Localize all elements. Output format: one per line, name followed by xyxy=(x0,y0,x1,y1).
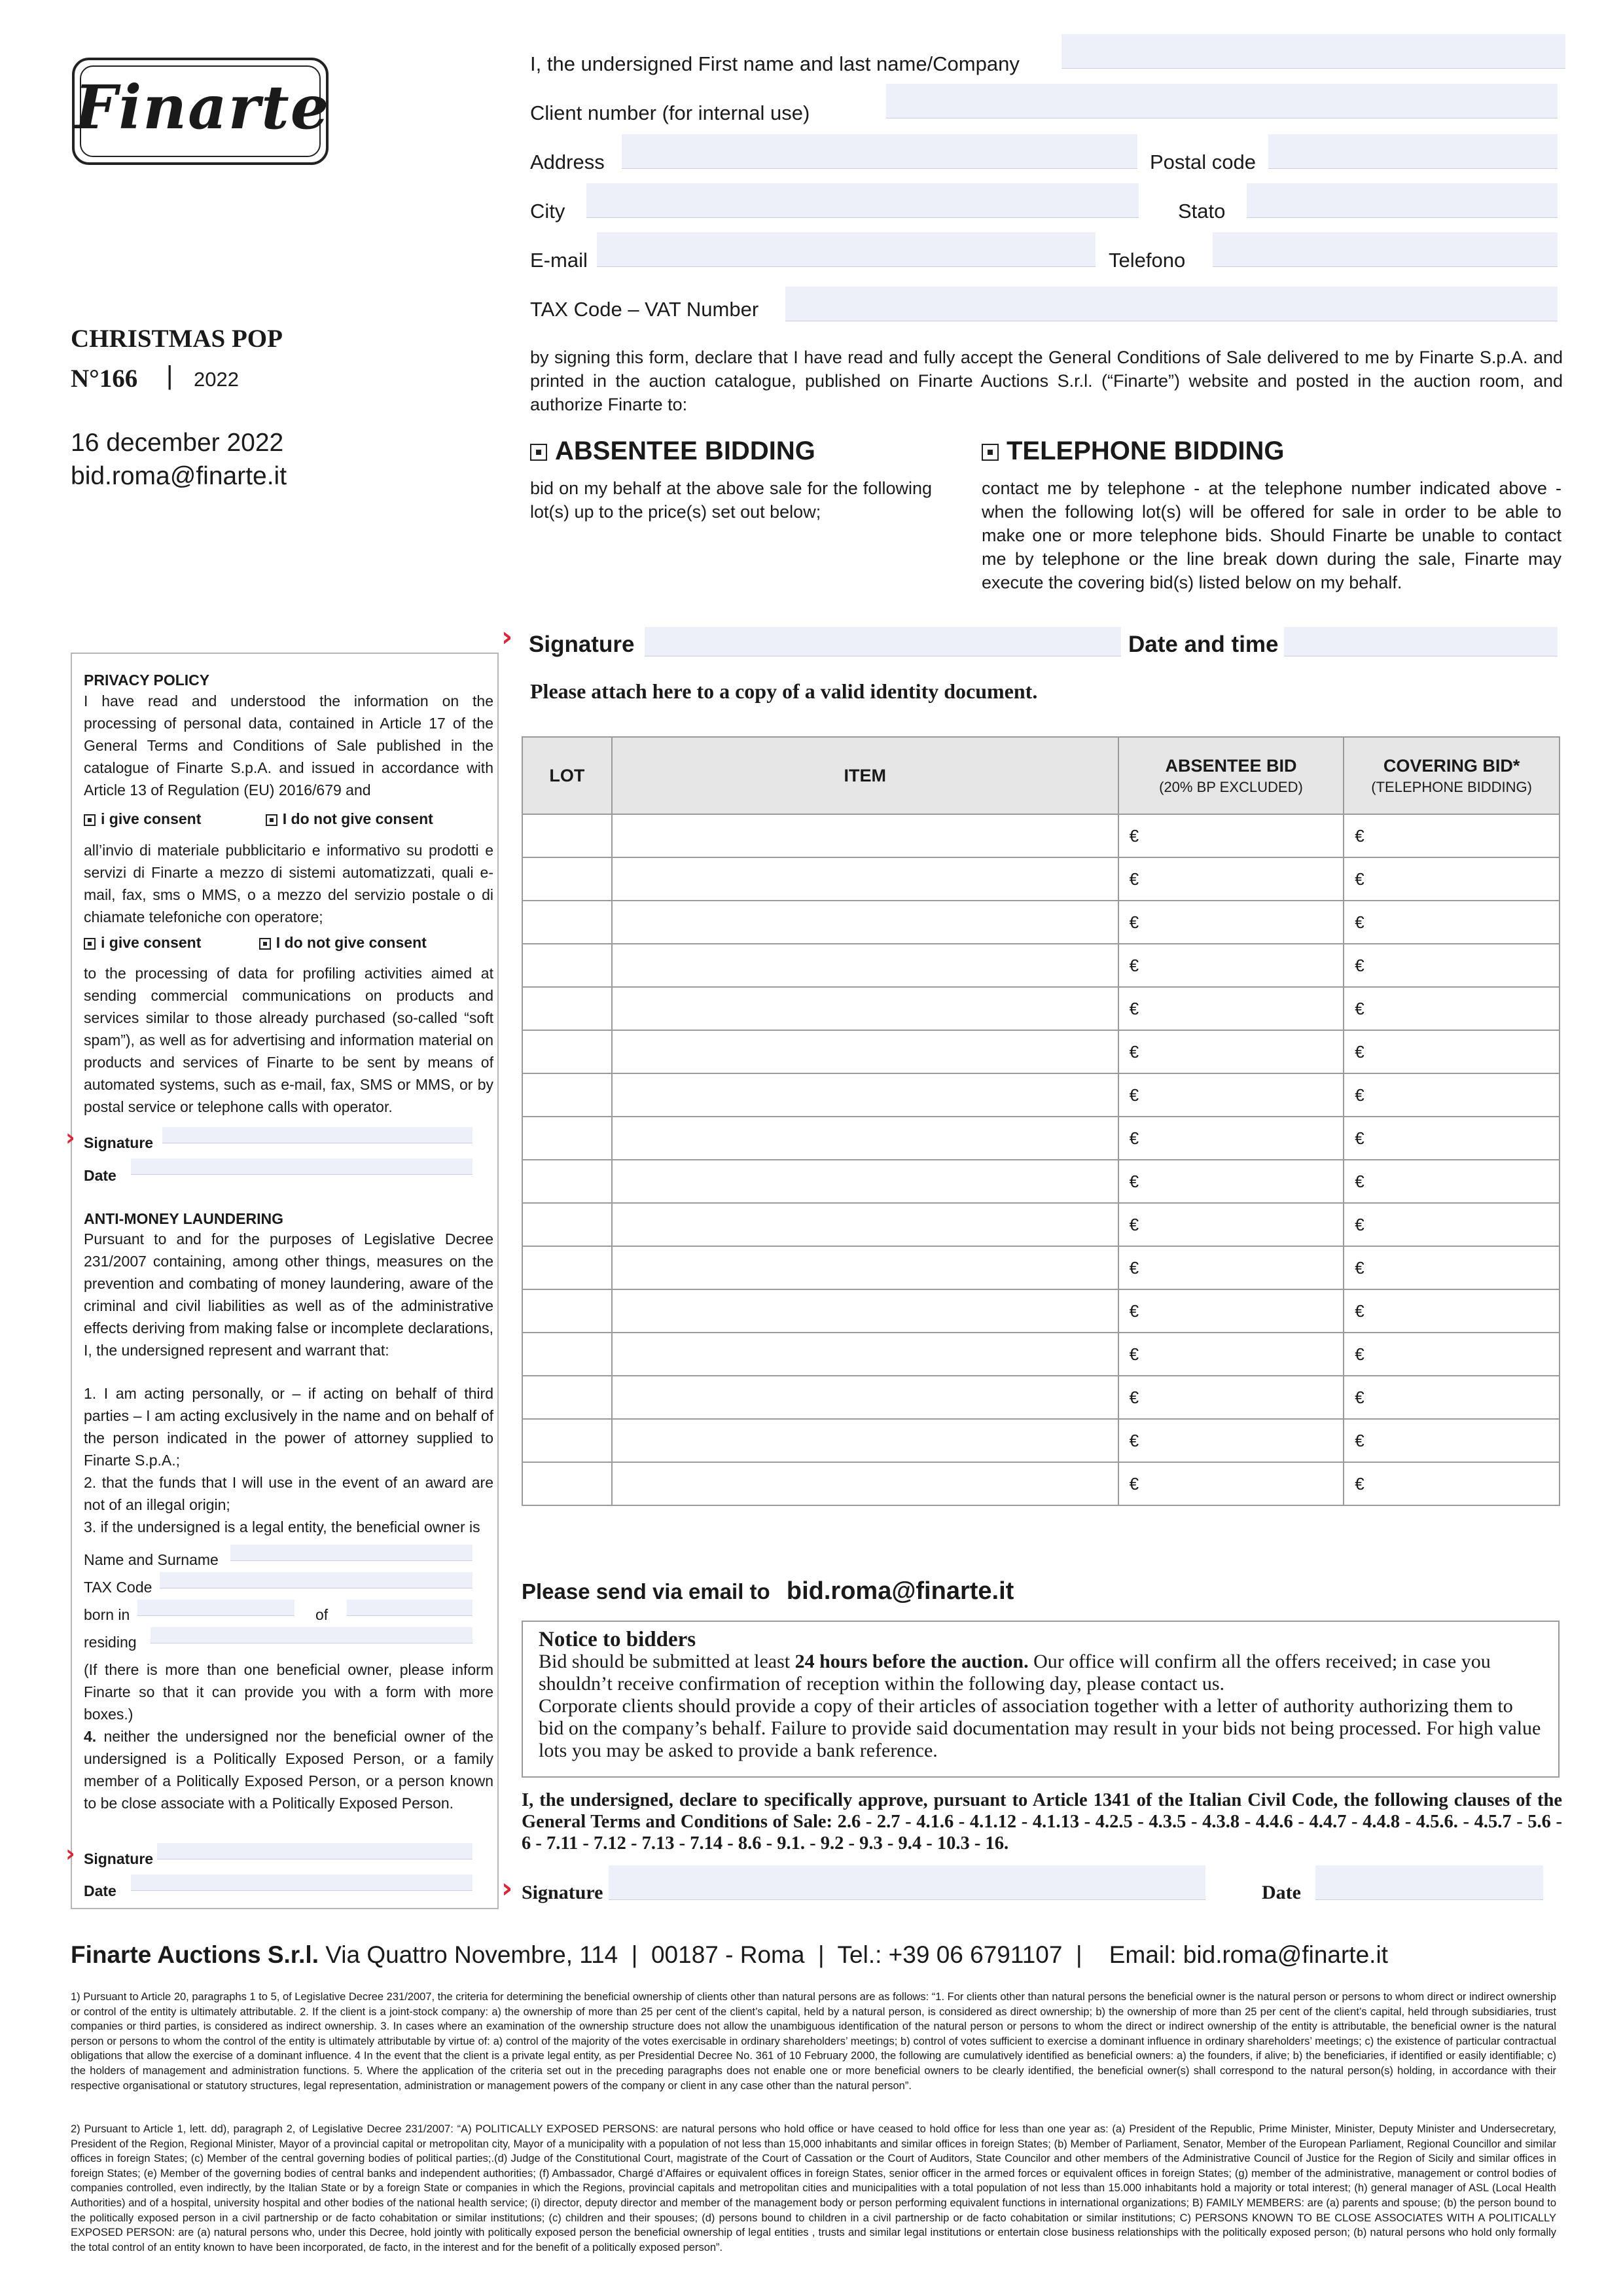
aml-signature-input[interactable] xyxy=(157,1843,473,1859)
absentee-text: bid on my behalf at the above sale for the following lot(s) up to the price(s) set out below; xyxy=(530,478,932,522)
table-row xyxy=(522,1030,1560,1073)
item-cell[interactable] xyxy=(612,1160,1118,1203)
footnote-1: 1) Pursuant to Article 20, paragraphs 1 to 5, of Legislative Decree 231/2007, the criteria for determining the beneficial ownership of clients other than natural persons are as follows: “1. For clients other than natural persons the beneficial owner is the natural person or persons to whom direct or indirect ownership or control of the entity is ultimately attributable. 2. If the client is a joint-stock company: a) the ownership of more than 25 per cent of the client’s capital, held by a natural person, is considered as direct ownership; b) the ownership of more than 25 per cent of the client’s capital, held through subsidiaries, trust companies or third parties, is considered as indirect ownership. 3. In cases where an examination of the ownership structure does not allow the unambiguous identification of the natural person or persons to whom the direct or indirect ownership of the entity is attributable, the beneficial owner is the natural person or persons to whom the control of the entity is ultimately attributable by virtue of: a) control of the majority of the votes exercisable in ordinary shareholders’ meetings; b) control of votes sufficient to exercise a dominant influence in ordinary shareholders’ meetings; c) the existence of particular contractual obligations that allow the exercise of a dominant influence. 4 In the event that the client is a private legal entity, as per Presidential Decree No. 361 of 10 February 2000, the following are cumulatively identified as beneficial owners: a) the founders, if alive; b) the beneficiaries, if identified or easily identifiable; c) the holders of management and administration functions. 5. Where the application of the criteria set out in the preceding paragraphs does not enable one or more beneficial owners to be clearly identified, the beneficial owner(s) shall correspond to the natural person(s) holding, in accordance with their respective organisational or statutory structures, legal representation, administration or management powers of the company or client in any case other than the natural person”. xyxy=(71,1991,1556,2092)
privacy-signature-input[interactable] xyxy=(162,1127,473,1143)
item-cell[interactable] xyxy=(612,1203,1118,1246)
not-give-consent-checkbox-2[interactable] xyxy=(259,938,271,950)
tax-input[interactable] xyxy=(785,287,1558,321)
item-cell[interactable] xyxy=(612,987,1118,1030)
covering-bid-cell[interactable]: € xyxy=(1344,857,1560,901)
absentee-bid-cell[interactable]: € xyxy=(1118,944,1344,987)
lot-header: LOT xyxy=(522,737,612,814)
aml-born-input[interactable] xyxy=(137,1600,294,1616)
date-time-label: Date and time xyxy=(1128,632,1279,657)
item-cell[interactable] xyxy=(612,1246,1118,1289)
privacy-signature-label: Signature xyxy=(84,1134,154,1151)
lot-cell[interactable] xyxy=(522,1073,612,1117)
absentee-bid-cell[interactable]: € xyxy=(1118,1289,1344,1333)
covering-bid-cell[interactable]: € xyxy=(1344,1246,1560,1289)
covering-bid-cell[interactable]: € xyxy=(1344,1462,1560,1505)
item-cell[interactable] xyxy=(612,814,1118,857)
absentee-heading xyxy=(530,437,815,466)
notice-line1-post: Our office will confirm all the offers received; in case you shouldn’t receive confirmation of reception within the following day, please contact us. xyxy=(539,1651,1491,1695)
telephone-title: TELEPHONE BIDDING xyxy=(1007,437,1285,465)
privacy-title: PRIVACY POLICY xyxy=(84,672,210,689)
covering-bid-cell[interactable]: € xyxy=(1344,1203,1560,1246)
table-row xyxy=(522,944,1560,987)
bottom-date-label: Date xyxy=(1262,1882,1301,1903)
logo-text: Finarte xyxy=(75,72,330,143)
table-row xyxy=(522,1073,1560,1117)
phone-label: Telefono xyxy=(1109,249,1186,272)
absentee-bid-cell[interactable]: € xyxy=(1118,1246,1344,1289)
name-label: I, the undersigned First name and last name/Company xyxy=(530,52,1020,75)
company-email: Email: bid.roma@finarte.it xyxy=(1109,1941,1388,1968)
date-time-input[interactable] xyxy=(1284,627,1558,656)
postal-code-label: Postal code xyxy=(1150,151,1256,173)
privacy-date-input[interactable] xyxy=(131,1158,473,1175)
aml-title: ANTI-MONEY LAUNDERING xyxy=(84,1210,283,1227)
absentee-bid-cell[interactable]: € xyxy=(1118,987,1344,1030)
signature-chevron-icon: › xyxy=(501,620,513,653)
give-consent-checkbox-2[interactable] xyxy=(84,938,96,950)
postal-code-input[interactable] xyxy=(1268,134,1558,169)
table-row xyxy=(522,1160,1560,1203)
lot-cell[interactable] xyxy=(522,1160,612,1203)
state-label: Stato xyxy=(1178,200,1226,223)
signature-label: Signature xyxy=(529,632,635,657)
give-consent-checkbox-1[interactable] xyxy=(84,814,96,826)
covering-bid-subtitle: (TELEPHONE BIDDING) xyxy=(1371,778,1532,795)
aml-signature-label: Signature xyxy=(84,1850,154,1867)
lot-cell[interactable] xyxy=(522,1246,612,1289)
lot-cell[interactable] xyxy=(522,1419,612,1462)
address-label: Address xyxy=(530,151,605,173)
city-label: City xyxy=(530,200,565,223)
covering-bid-cell[interactable]: € xyxy=(1344,1419,1560,1462)
item-cell[interactable] xyxy=(612,1462,1118,1505)
privacy-marketing: all’invio di materiale pubblicitario e informativo su prodotti e servizi di Finarte a mezzo di sistemi automatizzati, quali e-mail, fax, sms o MMS, o a mezzo del servizio postale o di chiamate telefoniche con operatore; xyxy=(84,842,493,925)
signature-input[interactable] xyxy=(645,627,1121,656)
auction-number: N°166 xyxy=(71,365,138,393)
lot-cell[interactable] xyxy=(522,987,612,1030)
table-row xyxy=(522,1376,1560,1419)
absentee-bid-cell[interactable]: € xyxy=(1118,1030,1344,1073)
give-consent-label-2: i give consent xyxy=(101,934,202,951)
item-cell[interactable] xyxy=(612,857,1118,901)
not-give-consent-checkbox-1[interactable] xyxy=(266,814,277,826)
lot-cell[interactable] xyxy=(522,1333,612,1376)
notice-line1-bold: 24 hours before the auction. xyxy=(794,1651,1029,1672)
city-input[interactable] xyxy=(586,183,1139,218)
aml-of-label: of xyxy=(315,1606,329,1623)
privacy-signature-chevron-icon: › xyxy=(65,1124,75,1151)
notice-box xyxy=(522,1621,1560,1778)
lot-cell[interactable] xyxy=(522,1376,612,1419)
covering-bid-cell[interactable]: € xyxy=(1344,1160,1560,1203)
item-cell[interactable] xyxy=(612,1117,1118,1160)
aml-point2: 2. that the funds that I will use in the event of an award are not of an illegal origin; xyxy=(84,1474,493,1513)
item-cell[interactable] xyxy=(612,1030,1118,1073)
covering-bid-cell[interactable]: € xyxy=(1344,814,1560,857)
not-give-consent-label-1: I do not give consent xyxy=(282,810,433,827)
item-cell[interactable] xyxy=(612,1419,1118,1462)
client-number-input[interactable] xyxy=(886,84,1558,118)
aml-name-label: Name and Surname xyxy=(84,1551,219,1568)
aml-date-label: Date xyxy=(84,1882,116,1899)
lot-cell[interactable] xyxy=(522,944,612,987)
not-give-consent-label-2: I do not give consent xyxy=(276,934,427,951)
absentee-title: ABSENTEE BIDDING xyxy=(555,437,815,465)
aml-name-input[interactable] xyxy=(230,1545,473,1561)
lot-cell[interactable] xyxy=(522,1117,612,1160)
covering-bid-cell[interactable]: € xyxy=(1344,1117,1560,1160)
covering-bid-cell[interactable]: € xyxy=(1344,1073,1560,1117)
covering-bid-title: COVERING BID* xyxy=(1383,755,1520,776)
lot-cell[interactable] xyxy=(522,857,612,901)
telephone-heading xyxy=(982,437,1284,466)
covering-bid-cell[interactable]: € xyxy=(1344,987,1560,1030)
item-cell[interactable] xyxy=(612,944,1118,987)
table-row xyxy=(522,901,1560,944)
table-row xyxy=(522,1203,1560,1246)
bottom-signature-label: Signature xyxy=(522,1882,603,1903)
table-row xyxy=(522,1246,1560,1289)
consent-row-2 xyxy=(84,934,427,952)
table-row xyxy=(522,857,1560,901)
attach-note: Please attach here to a copy of a valid identity document. xyxy=(530,679,1038,703)
lot-cell[interactable] xyxy=(522,1289,612,1333)
auction-year: 2022 xyxy=(194,368,239,391)
aml-of-input[interactable] xyxy=(347,1600,473,1616)
company-address: Via Quattro Novembre, 114 | 00187 - Roma | xyxy=(318,1941,838,1968)
item-cell[interactable] xyxy=(612,1376,1118,1419)
bottom-date-input[interactable] xyxy=(1315,1865,1543,1900)
absentee-bid-subtitle: (20% BP EXCLUDED) xyxy=(1159,778,1303,795)
covering-bid-cell[interactable]: € xyxy=(1344,944,1560,987)
table-row xyxy=(522,814,1560,857)
phone-input[interactable] xyxy=(1213,232,1558,267)
aml-date-input[interactable] xyxy=(131,1874,473,1891)
table-row xyxy=(522,1419,1560,1462)
item-header: ITEM xyxy=(612,737,1118,814)
item-cell[interactable] xyxy=(612,1073,1118,1117)
table-row xyxy=(522,1333,1560,1376)
absentee-bid-header xyxy=(1118,737,1344,814)
email-input[interactable] xyxy=(597,232,1096,267)
item-cell[interactable] xyxy=(612,1289,1118,1333)
aml-point4 xyxy=(84,1725,493,1814)
email-label: E-mail xyxy=(530,249,588,272)
item-cell[interactable] xyxy=(612,1333,1118,1376)
company-sep: | xyxy=(1062,1941,1109,1968)
lot-cell[interactable] xyxy=(522,1030,612,1073)
covering-bid-header xyxy=(1344,737,1560,814)
company-footer xyxy=(71,1941,1388,1969)
lot-cell[interactable] xyxy=(522,1462,612,1505)
privacy-profiling: to the processing of data for profiling activities aimed at sending commercial communications on products and services similar to those already purchased (so-called “soft spam”), as well as for advertising and information material on products and services of Finarte to be sent by means of automated systems, such as e-mail, fax, SMS or MMS, or by postal service or telephone calls with operator. xyxy=(84,965,493,1115)
table-row xyxy=(522,1117,1560,1160)
send-email-address: bid.roma@finarte.it xyxy=(786,1577,1014,1605)
telephone-checkbox[interactable] xyxy=(982,444,999,461)
aml-point4-num: 4. xyxy=(84,1728,97,1745)
absentee-bid-cell[interactable]: € xyxy=(1118,1203,1344,1246)
consent-row-1 xyxy=(84,810,433,828)
aml-residing-input[interactable] xyxy=(151,1627,473,1643)
state-input[interactable] xyxy=(1247,183,1558,218)
give-consent-label-1: i give consent xyxy=(101,810,202,827)
auction-title: CHRISTMAS POP xyxy=(71,325,283,353)
name-input[interactable] xyxy=(1061,34,1565,69)
absentee-bid-cell[interactable]: € xyxy=(1118,1160,1344,1203)
finarte-logo xyxy=(72,58,329,165)
auction-date: 16 december 2022 xyxy=(71,429,284,457)
absentee-bid-title: ABSENTEE BID xyxy=(1165,755,1297,776)
table-row xyxy=(522,987,1560,1030)
aml-residing-label: residing xyxy=(84,1634,137,1651)
notice-line1 xyxy=(539,1651,1543,1695)
bottom-signature-input[interactable] xyxy=(609,1865,1205,1900)
absentee-bid-cell[interactable]: € xyxy=(1118,1117,1344,1160)
aml-signature-chevron-icon: › xyxy=(65,1840,75,1867)
covering-bid-cell[interactable]: € xyxy=(1344,1289,1560,1333)
notice-line1-pre: Bid should be submitted at least xyxy=(539,1651,795,1672)
send-email-label: Please send via email to xyxy=(522,1579,770,1604)
privacy-intro: I have read and understood the information on the processing of personal data, contained in Article 17 of the General Terms and Conditions of Sale published in the catalogue of Finarte S.p.A. and issued in accordance with Article 13 of Regulation (EU) 2016/679 and xyxy=(84,692,493,798)
absentee-bid-cell[interactable]: € xyxy=(1118,1419,1344,1462)
covering-bid-cell[interactable]: € xyxy=(1344,1333,1560,1376)
clauses-text: I, the undersigned, declare to specifically approve, pursuant to Article 1341 of the Italian Civil Code, the following clauses of the General Terms and Conditions of Sale: 2.6 - 2.7 - 4.1.6 - 4.1.12 - 4.1.13 - 4.2.5 - 4.3.5 - 4.3.8 - 4.4.6 - 4.4.7 - 4.4.8 - 4.5.6. - 4.5.7 - 5.6 - 6 - 7.11 - 7.12 - 7.13 - 7.14 - 8.6 - 9.1. - 9.2 - 9.3 - 9.4 - 10.3 - 16. xyxy=(522,1790,1562,1854)
footnote-2: 2) Pursuant to Article 1, lett. dd), paragraph 2, of Legislative Decree 231/2007: “A) POLITICALLY EXPOSED PERSONS: are natural persons who hold office or have ceased to hold office for less than one year as: (a) President of the Republic, Prime Minister, Minister, Deputy Minister and Undersecretary, President of the Region, Regional Minister, Mayor of a provincial capital or metropolitan city, Mayor of a municipality with a population of not less than 15,000 inhabitants and similar offices in foreign States; (b) Member of Parliament, Senator, Member of the European Parliament, Regional Councillor and similar offices in foreign States; (c) Member of the central governing bodies of political parties;.(d) Judge of the Constitutional Court, magistrate of the Court of Cassation or the Court of Auditors, State Councilor and other members of the Administrative Council of Justice for the Region of Sicily and similar offices in foreign States; (e) Member of the governing bodies of central banks and independent authorities; (f) Ambassador, Chargé d’Affaires or equivalent offices in foreign States, senior officer in the armed forces or equivalent offices in foreign States; (g) member of the administrative, management or control bodies of companies controlled, even indirectly, by the Italian State or by a foreign State or companies in which the Regions, provincial capitals and metropolitan cities and municipalities with a total population of not less than 15.000 inhabitants hold a majority or total interest; (h) general manager of ASL (Local Health Authorities) and of a hospital, university hospital and other bodies of the national health service; (i) director, deputy director and member of the management body or person performing equivalent functions in international organizations; B) FAMILY MEMBERS: are (a) parents and spouse; (b) the person bound to the politically exposed person in a civil partnership or de facto cohabitation or similar institutions; (c) children and their spouses; (d) persons bound to children in a civil partnership or de facto cohabitation or similar institutions; C) PERSONS KNOWN TO BE CLOSE ASSOCIATES WITH A POLITICALLY EXPOSED PERSON: are (a) natural persons who, under this Decree, hold jointly with politically exposed person the beneficial ownership of legal entities , trusts and similar legal institutions or entertain close business relationships with the politically exposed person; (b) natural persons who hold only formally the total control of an entity known to have been incorporated, de facto, in the interest and for the benefit of a politically exposed person”. xyxy=(71,2123,1556,2253)
absentee-bid-cell[interactable]: € xyxy=(1118,1376,1344,1419)
telephone-text: contact me by telephone - at the telephone number indicated above - when the following lot(s) will be offered for sale in order to be able to make one or more telephone bids. Should Finarte be unable to contact me by telephone or the line break down during the sale, Finarte may execute the covering bid(s) listed below on my behalf. xyxy=(982,478,1561,592)
item-cell[interactable] xyxy=(612,901,1118,944)
aml-intro: Pursuant to and for the purposes of Legislative Decree 231/2007 containing, among other things, measures on the prevention and combating of money laundering, aware of the criminal and civil liabilities as well as of the administrative effects deriving from making false or incomplete declarations, I, the undersigned represent and warrant that: xyxy=(84,1230,493,1359)
covering-bid-cell[interactable]: € xyxy=(1344,1030,1560,1073)
absentee-bid-cell[interactable]: € xyxy=(1118,901,1344,944)
lot-cell[interactable] xyxy=(522,1203,612,1246)
aml-more-owners: (If there is more than one beneficial owner, please inform Finarte so that it can provide you with a form with more boxes.) xyxy=(84,1661,493,1723)
privacy-date-label: Date xyxy=(84,1167,116,1184)
declaration-text: by signing this form, declare that I have read and fully accept the General Conditions of Sale delivered to me by Finarte S.p.A. and printed in the auction catalogue, published on Finarte Auctions S.r.l. (“Finarte”) website and posted in the auction room, and authorize Finarte to: xyxy=(530,348,1563,414)
absentee-bid-cell[interactable]: € xyxy=(1118,1073,1344,1117)
auction-email: bid.roma@finarte.it xyxy=(71,462,287,490)
aml-born-label: born in xyxy=(84,1606,130,1623)
notice-line2: Corporate clients should provide a copy of their articles of association together with a letter of authority authorizing them to bid on the company’s behalf. Failure to provide said documentation may result in your bids not being processed. For high value lots you may be asked to provide a bank reference. xyxy=(539,1695,1541,1761)
tax-label: TAX Code – VAT Number xyxy=(530,298,759,321)
bottom-signature-chevron-icon: › xyxy=(501,1872,513,1904)
aml-tax-input[interactable] xyxy=(160,1572,473,1588)
aml-tax-label: TAX Code xyxy=(84,1579,152,1596)
company-tel: Tel.: +39 06 6791107 xyxy=(837,1941,1063,1968)
absentee-bid-cell[interactable]: € xyxy=(1118,857,1344,901)
auction-separator: | xyxy=(166,361,173,390)
absentee-bid-cell[interactable]: € xyxy=(1118,1333,1344,1376)
client-number-label: Client number (for internal use) xyxy=(530,101,810,124)
table-row xyxy=(522,1462,1560,1505)
covering-bid-cell[interactable]: € xyxy=(1344,1376,1560,1419)
aml-point3: 3. if the undersigned is a legal entity, the beneficial owner is xyxy=(84,1518,480,1535)
aml-point4-text: neither the undersigned nor the beneficial owner of the undersigned is a Politically Exposed Person, or a family member of a Politically Exposed Person, or a person known to be close associate with a Politically Exposed Person. xyxy=(84,1728,493,1812)
lot-cell[interactable] xyxy=(522,814,612,857)
bids-table-header xyxy=(522,737,1560,814)
covering-bid-cell[interactable]: € xyxy=(1344,901,1560,944)
bids-table xyxy=(522,736,1560,1506)
absentee-bid-cell[interactable]: € xyxy=(1118,814,1344,857)
send-email xyxy=(522,1577,1014,1605)
company-name: Finarte Auctions S.r.l. xyxy=(71,1941,319,1968)
address-input[interactable] xyxy=(622,134,1137,169)
lot-cell[interactable] xyxy=(522,901,612,944)
absentee-bid-cell[interactable]: € xyxy=(1118,1462,1344,1505)
table-row xyxy=(522,1289,1560,1333)
absentee-checkbox[interactable] xyxy=(530,444,547,461)
aml-point1: 1. I am acting personally, or – if acting on behalf of third parties – I am acting exclusively in the name and on behalf of the person indicated in the power of attorney supplied to Finarte S.p.A.; xyxy=(84,1385,493,1469)
notice-title: Notice to bidders xyxy=(539,1628,696,1651)
